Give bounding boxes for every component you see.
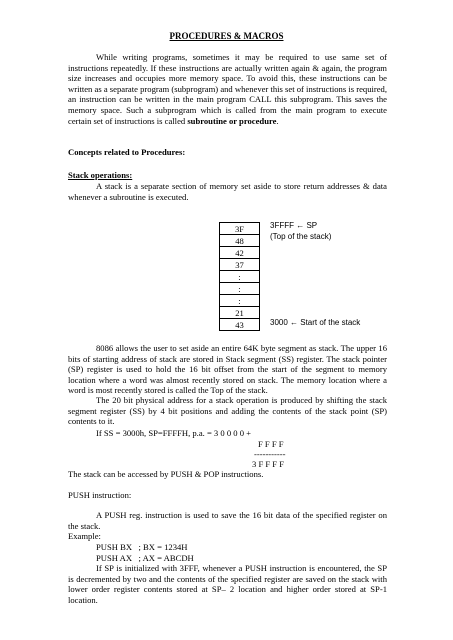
push-heading: PUSH instruction:: [68, 490, 132, 500]
example-line-2: PUSH AX ; AX = ABCDH: [96, 553, 194, 563]
stack-cell: :: [220, 271, 260, 283]
stack-intro: [68, 181, 387, 202]
calc-line-3: -----------: [254, 449, 286, 459]
calc-line-4: 3 F F F F: [252, 459, 285, 469]
stack-cell: 43: [220, 319, 260, 331]
stack-cell: 3F: [220, 223, 260, 235]
page-title: PROCEDURES & MACROS: [169, 31, 284, 41]
stack-top-note: (Top of the stack): [270, 232, 332, 241]
push-pop-line: The stack can be accessed by PUSH & POP instructions.: [68, 469, 264, 479]
stack-diagram: [219, 222, 260, 331]
stack-intro-text: A stack is a separate section of memory set aside to store return addresses & data whenever a subroutine is executed.: [68, 181, 387, 202]
stack-cell: :: [220, 295, 260, 307]
stack-cell: 48: [220, 235, 260, 247]
example-line-1: PUSH BX ; BX = 1234H: [96, 542, 188, 552]
intro-paragraph: [68, 52, 387, 126]
push-description-text: A PUSH reg. instruction is used to save the 16 bit data of the specified register on the stack.: [68, 510, 387, 531]
stack-cell: 37: [220, 259, 260, 271]
calc-line-1: If SS = 3000h, SP=FFFFH, p.a. = 3 0 0 0 0 +: [96, 428, 252, 438]
push-description: [68, 510, 387, 531]
example-label: Example:: [68, 531, 101, 541]
address-description: [68, 395, 387, 427]
push-detail-text: If SP is initialized with 3FFF, whenever a PUSH instruction is encountered, the SP is decremented by two and the contents of the specified register are saved on the stack with lower order register contents stored at SP– 2 location and higher order stored at SP-1 location.: [68, 563, 387, 605]
stack-cell: :: [220, 283, 260, 295]
stack-cell: 42: [220, 247, 260, 259]
stack-top-label: 3FFFF ← SP: [270, 221, 318, 230]
address-description-text: The 20 bit physical address for a stack operation is produced by shifting the stack segment register (SS) by 4 bit positions and adding the contents of the stack point (SP) contents to it.: [68, 395, 387, 427]
stack-description-text: 8086 allows the user to set aside an entire 64K byte segment as stack. The upper 16 bits of starting address of stack are stored in Stack segment (SS) register. The stack pointer (SP) register is used to hold the 16 bit offset from the start of the segment to memory location where a word was almost recently stored on stack. The memory location where a word is most recently stored is called the Top of the stack.: [68, 343, 387, 396]
intro-text: While writing programs, sometimes it may be required to use same set of instructions repeatedly. If these instructions are actually written again & again, the program size increases and occupies more memory space. To avoid this, these instructions can be written as a separate program (subprogram) and whenever this set of instructions is required, an instruction can be written in the main program CALL this subprogram. This saves the memory space. Such a subprogram which is called from the main program to execute certain set of instructions is called: [68, 52, 387, 126]
stack-cell: 21: [220, 307, 260, 319]
push-detail: [68, 563, 387, 605]
calc-line-2: F F F F: [258, 439, 284, 449]
intro-end: .: [276, 115, 279, 126]
stack-bottom-label: 3000 ← Start of the stack: [270, 318, 361, 327]
stack-heading: Stack operations:: [68, 170, 133, 180]
stack-description: [68, 343, 387, 396]
intro-term: subroutine or procedure: [187, 115, 277, 126]
concepts-heading: Concepts related to Procedures:: [68, 147, 186, 157]
